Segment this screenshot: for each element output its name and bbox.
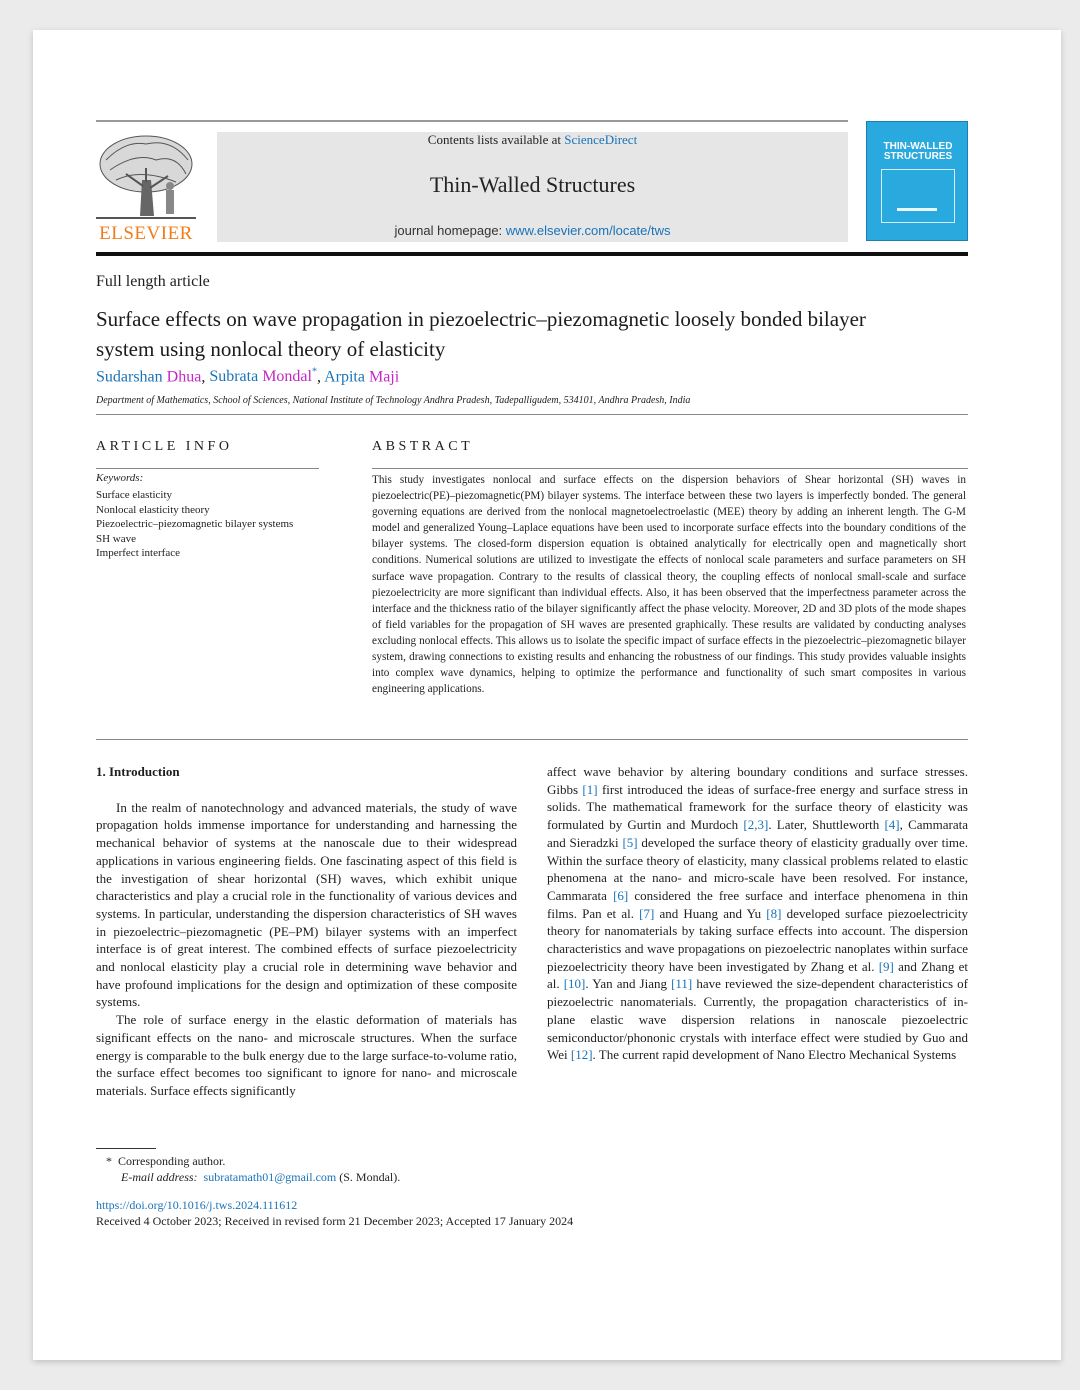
section-rule bbox=[96, 414, 968, 415]
author-list bbox=[96, 367, 399, 386]
author-2[interactable] bbox=[209, 368, 317, 385]
corresponding-footnote bbox=[106, 1154, 225, 1169]
contents-prefix: Contents lists available at bbox=[427, 132, 565, 147]
citation-link[interactable]: [1] bbox=[582, 781, 598, 797]
received-dates: Received 4 October 2023; Received in revised form 21 December 2023; Accepted 17 January 2024 bbox=[96, 1214, 574, 1228]
cover-subtitle-bar bbox=[897, 208, 937, 211]
citation-link[interactable]: [9] bbox=[878, 958, 894, 974]
citation-link[interactable]: [8] bbox=[766, 905, 782, 921]
abstract-rule bbox=[372, 468, 968, 469]
keywords-list bbox=[96, 488, 293, 561]
citation-link[interactable]: [10] bbox=[563, 976, 586, 992]
sciencedirect-link[interactable]: ScienceDirect bbox=[564, 132, 638, 147]
citation-link[interactable]: [4] bbox=[884, 817, 900, 833]
intro-paragraph-continued: affect wave behavior by altering boundary conditions and surface stresses. Gibbs [1] first introduced the ideas of surface-free energy and surface stress in solids. The mathematical framework for the surface theory of elasticity was formulated by Gurtin and Murdoch [2,3]. Later, Shuttleworth [4], Cammarata and Sieradzki [5] developed the surface theory of elasticity gradually over time. Within the surface theory of elasticity, many classical problems related to elastic phenomena at the nano- and micro-scale have been resolved. For instance, Cammarata [6] considered the free surface and interface phenomena in thin films. Pan et al. [7] and Huang and Yu [8] developed surface piezoelectricity theory for nanomaterials by taking surface effects into account. The dispersion characteristics and wave propagations on piezoelectric nanoplates within surface piezoelectricity theory have been investigated by Zhang et al. [9] and Zhang et al. [10]. Yan and Jiang [11] have reviewed the size-dependent characteristics of piezoelectric nanomaterials. Currently, the propagation characteristics of in-plane elastic wave dispersion relations in nanoscale piezoelectric semiconductor/phononic crystals with interface effect were studied by Guo and Wei [12]. The current rapid development of Nano Electro Mechanical Systems bbox=[547, 764, 969, 1063]
corresponding-label: Corresponding author. bbox=[118, 1154, 226, 1168]
right-column bbox=[547, 763, 968, 1064]
keyword-item: Surface elasticity bbox=[96, 489, 173, 501]
abstract-text: This study investigates nonlocal and surface effects on the dispersion behaviors of Shear horizontal (SH) waves in piezoelectric(PE)–piezomagnetic(PM) bilayer systems. The interface between these two layers is imperfectly bonded. The general governing equations are derived from the nonlocal magnetoelectroelastic (MEE) theory by adding an inherent length. The G-M model and generalized Young–Laplace equations have been used to incorporate surface effects into the boundary conditions of the bilayer systems. The closed-form dispersion equation is obtained analytically for electrically open and magnetically short conditions. Numerical solutions are utilized to investigate the effects of nonlocal scale parameters and surface parameters on SH surface wave propagation. Contrary to the results of classical theory, the coupling effects of nonlocal small-scale and surface piezoelectricity are more significant than individual effects. Also, it has been observed that the imperfectness parameter across the interface and the thickness ratio of the bilayer significantly affect the phase velocity. Moreover, 2D and 3D plots of the mode shapes of field variables for the propagation of SH waves are presented graphically. These results are validated by conducting analyses excluding nonlocal effects. This allows us to isolate the specific impact of surface effects in the piezoelectric–piezomagnetic bilayer system, drawing connections to existing results and enhancing the robustness of our findings. This study provides valuable insights into complex wave dynamics, helping to optimize the performance and functionality of such smart composites in various engineering applications. bbox=[372, 474, 966, 696]
footnote-mark: * bbox=[106, 1154, 112, 1168]
footnote-rule bbox=[96, 1148, 156, 1149]
keyword-item: Nonlocal elasticity theory bbox=[96, 503, 210, 516]
doi-link[interactable]: https://doi.org/10.1016/j.tws.2024.111612 bbox=[96, 1198, 298, 1212]
author-given: Sudarshan bbox=[96, 368, 167, 386]
author-3[interactable] bbox=[324, 368, 399, 385]
journal-homepage-link[interactable]: www.elsevier.com/locate/tws bbox=[505, 223, 671, 238]
author-separator: , bbox=[201, 368, 210, 386]
article-info-rule bbox=[96, 468, 319, 469]
citation-link[interactable]: [7] bbox=[639, 905, 655, 921]
header-top-rule bbox=[96, 120, 848, 122]
keyword-item: Imperfect interface bbox=[96, 547, 180, 559]
elsevier-tree-icon bbox=[96, 130, 196, 220]
journal-title: Thin-Walled Structures bbox=[429, 172, 636, 197]
author-email-link[interactable]: subratamath01@gmail.com bbox=[203, 1170, 337, 1184]
citation-link[interactable]: [6] bbox=[613, 887, 629, 903]
cover-title: THIN-WALLED STRUCTURES bbox=[883, 141, 953, 162]
citation-link[interactable]: [5] bbox=[622, 834, 638, 850]
keyword-item: SH wave bbox=[96, 532, 137, 545]
article-title: Surface effects on wave propagation in piezoelectric–piezomagnetic loosely bonded bilayer system using nonlocal theory of elasticity bbox=[96, 307, 866, 361]
author-given: Arpita bbox=[324, 368, 369, 386]
article-type: Full length article bbox=[96, 273, 210, 290]
keyword-item: Piezoelectric–piezomagnetic bilayer systems bbox=[96, 518, 294, 530]
affiliation: Department of Mathematics, School of Sciences, National Institute of Technology Andhra Pradesh, Tadepalligudem, 534101, Andhra Pradesh, India bbox=[96, 395, 691, 406]
journal-masthead bbox=[217, 132, 848, 242]
contents-line bbox=[217, 132, 848, 148]
body-rule bbox=[96, 739, 968, 740]
author-surname: Maji bbox=[368, 368, 400, 386]
cover-frame bbox=[881, 169, 955, 223]
author-given: Subrata bbox=[209, 368, 263, 386]
author-1[interactable] bbox=[96, 368, 201, 385]
article-info-heading: ARTICLE INFO bbox=[96, 439, 233, 454]
paper-page bbox=[33, 30, 1061, 1360]
author-surname: Mondal bbox=[262, 368, 312, 386]
homepage-prefix: journal homepage: bbox=[394, 223, 506, 238]
keywords-label: Keywords: bbox=[96, 472, 144, 484]
email-footnote bbox=[121, 1170, 400, 1185]
doi-line bbox=[96, 1198, 297, 1213]
journal-cover-image bbox=[866, 121, 968, 241]
citation-link[interactable]: [11] bbox=[671, 976, 693, 992]
intro-paragraph-1: In the realm of nanotechnology and advanced materials, the study of wave propagation holds immense importance for understanding and harnessing the mechanical behavior of systems at the nanoscale due to their widespread applications in various engineering fields. One fascinating aspect of this field is the investigation of shear horizontal (SH) waves, which exhibit unique characteristics and play a crucial role in the functionality of various devices and systems. In particular, understanding the dispersion characteristics of SH waves in piezoelectric–piezomagnetic (PE–PM) bilayer systems with an imperfect interface is of great interest. The combined effects of surface piezoelectricity and nonlocal elasticity play a crucial role in determining wave behavior and have profound implications for the design and optimization of these composite systems. bbox=[96, 799, 517, 1010]
intro-paragraph-2: The role of surface energy in the elastic deformation of materials has significant effects on the nano- and microscale structures. When the surface energy is comparable to the bulk energy due to the large surface-to-volume ratio, the surface effect becomes too significant to ignore for nano- and microscale materials. Surface effects significantly bbox=[96, 1012, 517, 1098]
author-separator: , bbox=[316, 368, 325, 386]
author-surname: Dhua bbox=[166, 368, 202, 386]
section-heading-introduction: 1. Introduction bbox=[96, 764, 180, 779]
homepage-line bbox=[217, 223, 848, 238]
header-bottom-rule bbox=[96, 252, 968, 256]
corresponding-mark: * bbox=[311, 367, 317, 378]
citation-link[interactable]: [12] bbox=[570, 1047, 593, 1063]
publisher-name: ELSEVIER bbox=[99, 223, 193, 244]
abstract-heading: ABSTRACT bbox=[372, 439, 474, 454]
left-column bbox=[96, 763, 517, 1100]
citation-link[interactable]: [2,3] bbox=[743, 817, 769, 833]
email-label: E-mail address: bbox=[121, 1170, 198, 1184]
email-suffix: (S. Mondal). bbox=[336, 1170, 401, 1184]
